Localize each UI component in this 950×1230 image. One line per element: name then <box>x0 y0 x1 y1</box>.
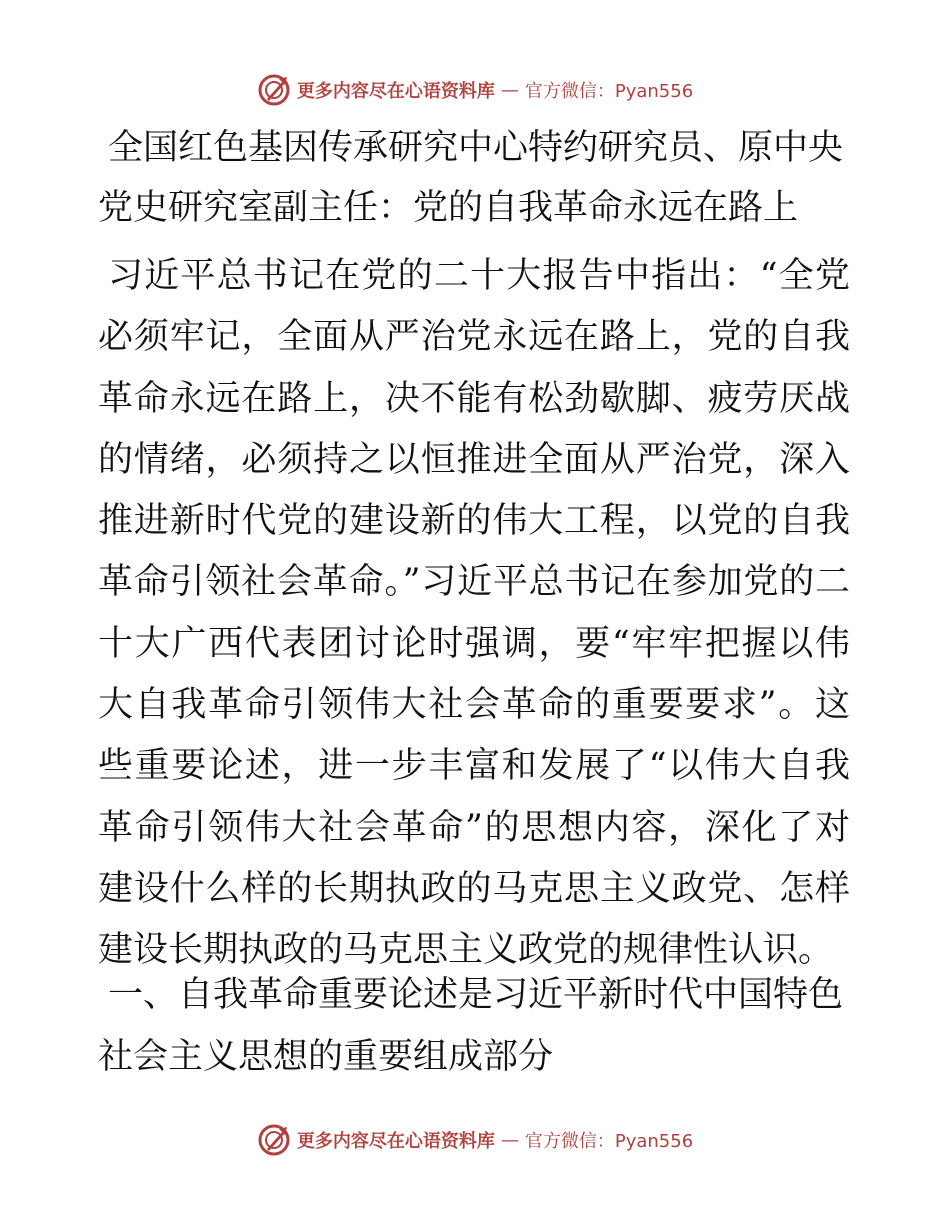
watermark-text: 更多内容尽在心语资料库 <box>296 81 495 102</box>
watermark-text: 更多内容尽在心语资料库 <box>296 1131 495 1152</box>
watermark-separator: — <box>500 1129 519 1151</box>
watermark-official: 官方微信：Pyan556 <box>524 81 694 102</box>
pen-logo-icon <box>257 1123 291 1157</box>
body-paragraph: 习近平总书记在党的二十大报告中指出：“全党必须牢记，全面从严治党永远在路上，党的自我革命永远在路上，决不能有松劲歇脚、疲劳厌战的情绪，必须持之以恒推进全面从严治党，深入推进新时代党的建设新的伟大工程，以党的自我革命引领社会革命。”习近平总书记在参加党的二十大广西代表团讨论时强调，要“牢牢把握以伟大自我革命引领伟大社会革命的重要要求”。这些重要论述，进一步丰富和发展了“以伟大自我革命引领伟大社会革命”的思想内容，深化了对建设什么样的长期执政的马克思主义政党、怎样建设长期执政的马克思主义政党的规律性认识。 <box>98 256 850 971</box>
watermark-official: 官方微信：Pyan556 <box>524 1131 694 1152</box>
document-title: 全国红色基因传承研究中心特约研究员、原中央党史研究室副主任：党的自我革命永远在路上 <box>98 128 844 228</box>
footer-watermark <box>0 1120 950 1160</box>
header-watermark <box>0 70 950 110</box>
watermark-separator: — <box>500 79 519 101</box>
pen-logo-icon <box>257 73 291 107</box>
section-heading: 一、自我革命重要论述是习近平新时代中国特色社会主义思想的重要组成部分 <box>98 975 844 1077</box>
